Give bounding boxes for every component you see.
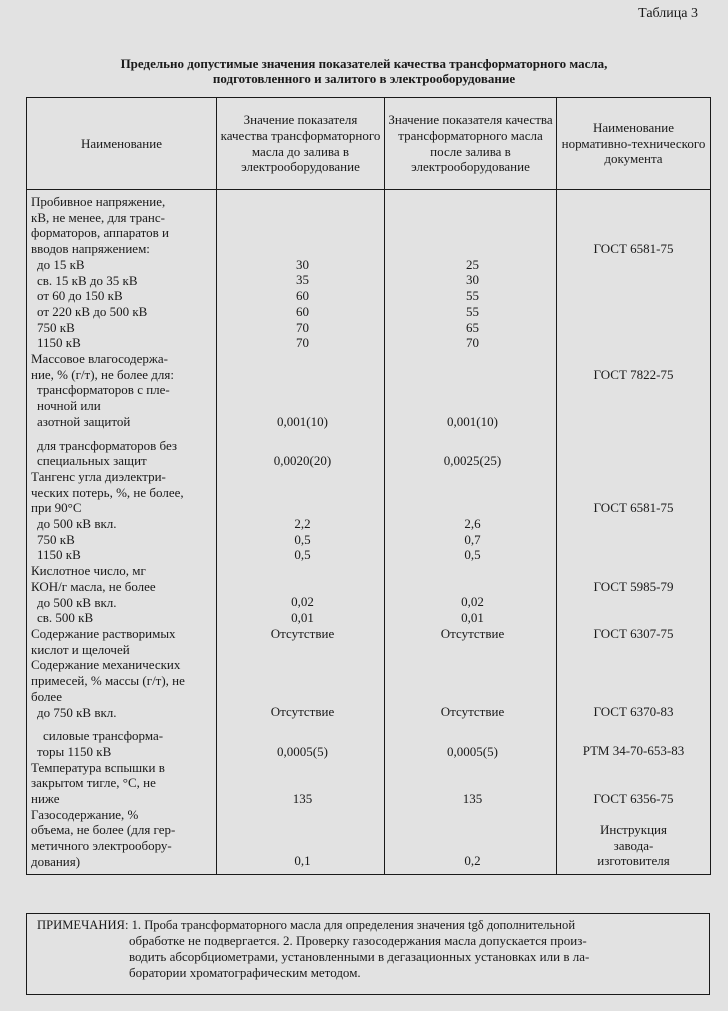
notes-line-2: обработке не подвергается. 2. Проверку газосодержания масла допускается произ- <box>129 933 587 948</box>
mech-label: Содержание механических <box>31 657 181 673</box>
flash-label: закрытом тигле, °С, не <box>31 775 156 791</box>
acid-item: св. 500 кВ <box>37 610 94 626</box>
mech-item2-doc: РТМ 34-70-653-83 <box>582 743 685 759</box>
column-name <box>27 190 217 875</box>
acid-doc: ГОСТ 5985-79 <box>593 578 674 594</box>
gas-label: Газосодержание, % <box>31 806 139 822</box>
column-before <box>217 190 385 875</box>
tangent-item: 750 кВ <box>37 531 75 547</box>
tangent-before: 0,5 <box>294 547 311 563</box>
breakdown-after: 55 <box>466 303 479 319</box>
notes-line-3: водить абсорбциометрами, установленными в дегазационных установках или в ла- <box>129 949 590 964</box>
gas-doc: завода- <box>613 837 654 853</box>
gas-doc: изготовителя <box>597 853 670 869</box>
soluble-label: кислот и щелочей <box>31 641 130 657</box>
notes-line-1: ПРИМЕЧАНИЯ: 1. Проба трансформаторного масла для определения значения tgδ дополнительной <box>37 918 576 932</box>
title-line-1: Предельно допустимые значения показателей качества трансформаторного масла, <box>120 56 608 71</box>
mech-item2-after: 0,0005(5) <box>447 743 498 759</box>
quality-table <box>26 97 711 875</box>
header-doc: Наименование нормативно-технического документа <box>557 98 711 190</box>
breakdown-item: 1150 кВ <box>37 335 81 351</box>
title-line-2: подготовленного и залитого в электрооборудование <box>212 71 516 86</box>
tangent-before: 2,2 <box>294 515 311 531</box>
acid-after: 0,01 <box>461 610 484 626</box>
notes-line-4: боратории хроматографическим методом. <box>129 965 361 980</box>
header-after: Значение показателя качества трансформаторного масла после залива в электрооборудование <box>385 98 557 190</box>
breakdown-after: 30 <box>466 272 479 288</box>
acid-before: 0,01 <box>291 610 314 626</box>
moisture-sub1-before: 0,001(10) <box>277 413 328 429</box>
acid-label: КОН/г масла, не более <box>31 578 156 594</box>
acid-label: Кислотное число, мг <box>31 563 146 579</box>
table-title <box>0 56 728 86</box>
moisture-sub1-after: 0,001(10) <box>447 413 498 429</box>
tangent-item: 1150 кВ <box>37 547 81 563</box>
soluble-label: Содержание растворимых <box>31 625 176 641</box>
gas-before: 0,1 <box>294 853 311 869</box>
soluble-after: Отсутствие <box>440 625 505 641</box>
moisture-sub1: трансформаторов с пле- <box>37 382 170 398</box>
tangent-label: Тангенс угла диэлектри- <box>31 468 166 484</box>
flash-after: 135 <box>462 790 483 806</box>
tangent-label: при 90°С <box>31 500 82 516</box>
breakdown-before: 70 <box>296 335 309 351</box>
moisture-sub2-before: 0,0020(20) <box>273 453 332 469</box>
breakdown-item: от 220 кВ до 500 кВ <box>37 303 148 319</box>
header-name: Наименование <box>27 98 217 190</box>
gas-label: метичного электрообору- <box>31 838 172 854</box>
moisture-sub1: азотной защитой <box>37 413 131 429</box>
tangent-after: 0,5 <box>464 547 481 563</box>
breakdown-label: Пробивное напряжение, кВ, не менее, для транс- форматоров, аппаратов и вводов напряжением: <box>31 194 170 257</box>
mech-item1-doc: ГОСТ 6370-83 <box>593 704 674 720</box>
acid-item: до 500 кВ вкл. <box>37 594 117 610</box>
mech-item2-before: 0,0005(5) <box>277 743 328 759</box>
breakdown-after: 25 <box>466 256 479 272</box>
moisture-sub2: для трансформаторов без <box>37 437 178 453</box>
moisture-sub1: ночной или <box>37 398 101 414</box>
mech-item2: силовые трансформа- <box>43 728 164 744</box>
mech-item1-before: Отсутствие <box>270 704 335 720</box>
flash-doc: ГОСТ 6356-75 <box>593 790 674 806</box>
notes-block <box>26 913 710 995</box>
gas-after: 0,2 <box>464 853 481 869</box>
gas-label: дования) <box>31 853 81 869</box>
tangent-before: 0,5 <box>294 531 311 547</box>
breakdown-after: 55 <box>466 288 479 304</box>
table-number-label: Таблица 3 <box>638 6 698 21</box>
breakdown-after: 65 <box>466 319 479 335</box>
mech-label: более <box>31 688 62 704</box>
breakdown-item: до 15 кВ <box>37 256 85 272</box>
breakdown-item: 750 кВ <box>37 319 75 335</box>
mech-label: примесей, % массы (г/т), не <box>31 673 185 689</box>
breakdown-doc: ГОСТ 6581-75 <box>593 241 674 257</box>
header-row <box>27 98 711 190</box>
breakdown-item: от 60 до 150 кВ <box>37 288 123 304</box>
acid-after: 0,02 <box>461 594 484 610</box>
header-before: Значение показателя качества трансформаторного масла до залива в электрооборудование <box>217 98 385 190</box>
column-after <box>385 190 557 875</box>
tangent-item: до 500 кВ вкл. <box>37 516 117 532</box>
breakdown-before: 70 <box>296 319 309 335</box>
mech-item1-after: Отсутствие <box>440 704 505 720</box>
moisture-sub2-after: 0,0025(25) <box>443 453 502 469</box>
breakdown-item: св. 15 кВ до 35 кВ <box>37 272 138 288</box>
breakdown-before: 60 <box>296 288 309 304</box>
breakdown-before: 30 <box>296 256 309 272</box>
soluble-before: Отсутствие <box>270 625 335 641</box>
tangent-doc: ГОСТ 6581-75 <box>593 500 674 516</box>
tangent-after: 2,6 <box>464 515 481 531</box>
gas-label: объема, не более (для гер- <box>31 822 176 838</box>
tangent-label: ческих потерь, %, не более, <box>31 484 184 500</box>
gas-doc: Инструкция <box>600 821 667 837</box>
acid-before: 0,02 <box>291 594 314 610</box>
mech-item2: торы 1150 кВ <box>37 743 112 759</box>
flash-label: ниже <box>31 791 60 807</box>
breakdown-before: 60 <box>296 303 309 319</box>
breakdown-before: 35 <box>296 272 309 288</box>
flash-label: Температура вспышки в <box>31 759 165 775</box>
soluble-doc: ГОСТ 6307-75 <box>593 625 674 641</box>
moisture-label: Массовое влагосодержа- <box>31 351 169 367</box>
tangent-after: 0,7 <box>464 531 481 547</box>
mech-item1: до 750 кВ вкл. <box>37 704 117 720</box>
flash-before: 135 <box>292 790 313 806</box>
table-body-row <box>27 190 711 875</box>
column-doc <box>557 190 711 875</box>
breakdown-after: 70 <box>466 335 479 351</box>
moisture-doc: ГОСТ 7822-75 <box>593 366 674 382</box>
moisture-sub2: специальных защит <box>37 453 147 469</box>
moisture-label: ние, % (г/т), не более для: <box>31 366 174 382</box>
